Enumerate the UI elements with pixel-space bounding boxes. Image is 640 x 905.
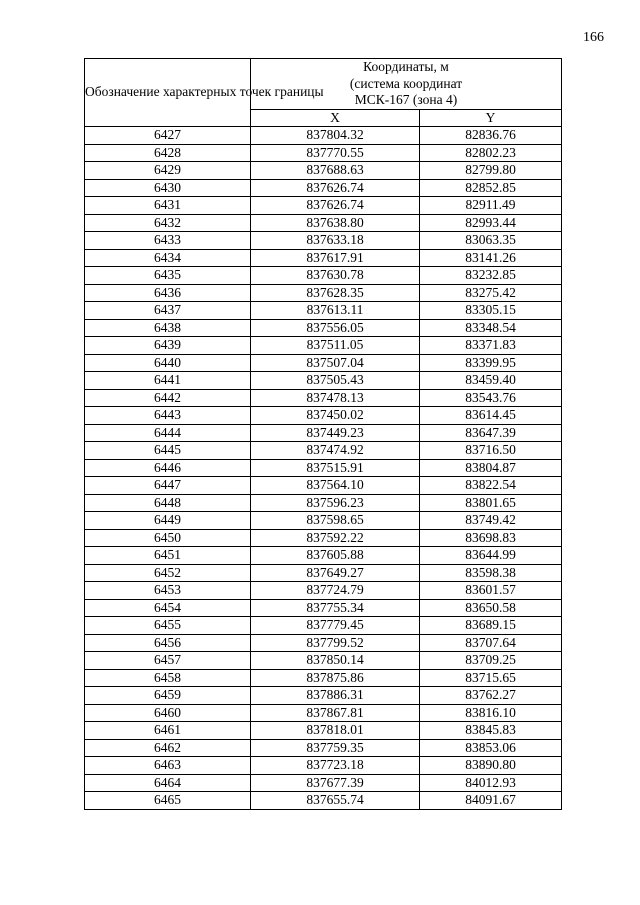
point-id-cell: 6465 (85, 792, 251, 810)
table-row (85, 372, 562, 390)
point-id-cell: 6447 (85, 477, 251, 495)
y-coordinate-cell: 83715.65 (420, 669, 562, 687)
y-coordinate-cell: 83232.85 (420, 267, 562, 285)
coordinates-header-line-1: Координаты, м (363, 59, 449, 74)
table-row (85, 424, 562, 442)
x-coordinate-cell: 837770.55 (251, 144, 420, 162)
point-column-header: Обозначение характерных точек границы (85, 59, 251, 127)
point-id-cell: 6433 (85, 232, 251, 250)
point-id-cell: 6463 (85, 757, 251, 775)
point-id-cell: 6442 (85, 389, 251, 407)
table-row (85, 127, 562, 145)
y-coordinate-cell: 83804.87 (420, 459, 562, 477)
table-row (85, 144, 562, 162)
point-id-cell: 6450 (85, 529, 251, 547)
x-coordinate-cell: 837818.01 (251, 722, 420, 740)
table-row (85, 319, 562, 337)
point-id-cell: 6460 (85, 704, 251, 722)
table-row (85, 442, 562, 460)
y-coordinate-cell: 83845.83 (420, 722, 562, 740)
y-coordinate-cell: 83305.15 (420, 302, 562, 320)
point-id-cell: 6431 (85, 197, 251, 215)
point-id-cell: 6452 (85, 564, 251, 582)
table-body (85, 127, 562, 810)
x-coordinate-cell: 837474.92 (251, 442, 420, 460)
point-id-cell: 6443 (85, 407, 251, 425)
table-row (85, 669, 562, 687)
x-coordinate-cell: 837867.81 (251, 704, 420, 722)
point-id-cell: 6459 (85, 687, 251, 705)
page-number: 166 (583, 30, 604, 45)
y-coordinate-cell: 83371.83 (420, 337, 562, 355)
x-coordinate-cell: 837598.65 (251, 512, 420, 530)
x-coordinate-cell: 837779.45 (251, 617, 420, 635)
x-coordinate-cell: 837875.86 (251, 669, 420, 687)
y-coordinate-cell: 83063.35 (420, 232, 562, 250)
y-coordinate-cell: 82802.23 (420, 144, 562, 162)
y-coordinate-cell: 82799.80 (420, 162, 562, 180)
x-coordinate-cell: 837638.80 (251, 214, 420, 232)
table-row (85, 722, 562, 740)
table-row (85, 249, 562, 267)
table-row (85, 162, 562, 180)
table-row (85, 687, 562, 705)
x-coordinate-cell: 837556.05 (251, 319, 420, 337)
y-coordinate-cell: 83348.54 (420, 319, 562, 337)
x-coordinate-cell: 837755.34 (251, 599, 420, 617)
point-id-cell: 6454 (85, 599, 251, 617)
x-coordinate-cell: 837613.11 (251, 302, 420, 320)
x-coordinate-cell: 837478.13 (251, 389, 420, 407)
x-coordinate-cell: 837799.52 (251, 634, 420, 652)
x-coordinate-cell: 837886.31 (251, 687, 420, 705)
y-coordinate-cell: 83644.99 (420, 547, 562, 565)
point-id-cell: 6458 (85, 669, 251, 687)
y-coordinate-cell: 83614.45 (420, 407, 562, 425)
point-id-cell: 6436 (85, 284, 251, 302)
point-id-cell: 6441 (85, 372, 251, 390)
x-coordinate-cell: 837605.88 (251, 547, 420, 565)
y-coordinate-cell: 83890.80 (420, 757, 562, 775)
table-row (85, 284, 562, 302)
y-coordinate-cell: 83399.95 (420, 354, 562, 372)
point-id-cell: 6440 (85, 354, 251, 372)
y-coordinate-cell: 83650.58 (420, 599, 562, 617)
y-coordinate-cell: 83816.10 (420, 704, 562, 722)
y-coordinate-cell: 83598.38 (420, 564, 562, 582)
table-header (85, 59, 562, 127)
y-column-header: Y (420, 109, 562, 127)
table-row (85, 302, 562, 320)
table-row (85, 389, 562, 407)
x-coordinate-cell: 837511.05 (251, 337, 420, 355)
y-coordinate-cell: 83275.42 (420, 284, 562, 302)
x-coordinate-cell: 837677.39 (251, 774, 420, 792)
x-coordinate-cell: 837564.10 (251, 477, 420, 495)
point-id-cell: 6432 (85, 214, 251, 232)
x-coordinate-cell: 837507.04 (251, 354, 420, 372)
table-row (85, 739, 562, 757)
x-coordinate-cell: 837655.74 (251, 792, 420, 810)
coordinates-header-line-3: МСК-167 (зона 4) (354, 92, 458, 107)
point-id-cell: 6427 (85, 127, 251, 145)
point-id-cell: 6446 (85, 459, 251, 477)
point-id-cell: 6430 (85, 179, 251, 197)
x-coordinate-cell: 837724.79 (251, 582, 420, 600)
x-coordinate-cell: 837630.78 (251, 267, 420, 285)
table-row (85, 214, 562, 232)
y-coordinate-cell: 83698.83 (420, 529, 562, 547)
y-coordinate-cell: 83141.26 (420, 249, 562, 267)
table-row (85, 494, 562, 512)
point-id-cell: 6462 (85, 739, 251, 757)
y-coordinate-cell: 83762.27 (420, 687, 562, 705)
table-row (85, 757, 562, 775)
x-coordinate-cell: 837596.23 (251, 494, 420, 512)
table-row (85, 459, 562, 477)
table-row (85, 179, 562, 197)
table-row (85, 704, 562, 722)
y-coordinate-cell: 82993.44 (420, 214, 562, 232)
y-coordinate-cell: 83853.06 (420, 739, 562, 757)
table-row (85, 267, 562, 285)
x-coordinate-cell: 837759.35 (251, 739, 420, 757)
y-coordinate-cell: 83716.50 (420, 442, 562, 460)
point-id-cell: 6453 (85, 582, 251, 600)
point-id-cell: 6461 (85, 722, 251, 740)
x-coordinate-cell: 837450.02 (251, 407, 420, 425)
table-row (85, 337, 562, 355)
table-row (85, 652, 562, 670)
y-coordinate-cell: 83647.39 (420, 424, 562, 442)
y-coordinate-cell: 83801.65 (420, 494, 562, 512)
table-row (85, 529, 562, 547)
point-id-cell: 6448 (85, 494, 251, 512)
point-id-cell: 6444 (85, 424, 251, 442)
table-row (85, 634, 562, 652)
table-row (85, 354, 562, 372)
coordinates-table (84, 58, 562, 810)
table-row (85, 792, 562, 810)
x-coordinate-cell: 837688.63 (251, 162, 420, 180)
y-coordinate-cell: 83822.54 (420, 477, 562, 495)
point-id-cell: 6434 (85, 249, 251, 267)
y-coordinate-cell: 82911.49 (420, 197, 562, 215)
point-id-cell: 6456 (85, 634, 251, 652)
x-coordinate-cell: 837617.91 (251, 249, 420, 267)
table-row (85, 232, 562, 250)
y-coordinate-cell: 82836.76 (420, 127, 562, 145)
point-id-cell: 6457 (85, 652, 251, 670)
point-id-cell: 6435 (85, 267, 251, 285)
x-coordinate-cell: 837626.74 (251, 179, 420, 197)
table-row (85, 617, 562, 635)
point-id-cell: 6439 (85, 337, 251, 355)
point-id-cell: 6445 (85, 442, 251, 460)
point-id-cell: 6428 (85, 144, 251, 162)
y-coordinate-cell: 83709.25 (420, 652, 562, 670)
table-row (85, 582, 562, 600)
y-coordinate-cell: 83707.64 (420, 634, 562, 652)
x-coordinate-cell: 837505.43 (251, 372, 420, 390)
table-row (85, 564, 562, 582)
x-coordinate-cell: 837850.14 (251, 652, 420, 670)
x-coordinate-cell: 837723.18 (251, 757, 420, 775)
y-coordinate-cell: 84091.67 (420, 792, 562, 810)
y-coordinate-cell: 84012.93 (420, 774, 562, 792)
y-coordinate-cell: 83689.15 (420, 617, 562, 635)
table-row (85, 197, 562, 215)
table-row (85, 547, 562, 565)
x-column-header: X (251, 109, 420, 127)
x-coordinate-cell: 837515.91 (251, 459, 420, 477)
y-coordinate-cell: 83543.76 (420, 389, 562, 407)
point-id-cell: 6464 (85, 774, 251, 792)
x-coordinate-cell: 837449.23 (251, 424, 420, 442)
y-coordinate-cell: 83749.42 (420, 512, 562, 530)
y-coordinate-cell: 83459.40 (420, 372, 562, 390)
point-id-cell: 6451 (85, 547, 251, 565)
x-coordinate-cell: 837649.27 (251, 564, 420, 582)
x-coordinate-cell: 837633.18 (251, 232, 420, 250)
x-coordinate-cell: 837626.74 (251, 197, 420, 215)
table-row (85, 774, 562, 792)
point-id-cell: 6429 (85, 162, 251, 180)
coordinates-header-line-2: (система координат (349, 75, 463, 91)
x-coordinate-cell: 837804.32 (251, 127, 420, 145)
point-id-cell: 6437 (85, 302, 251, 320)
table-row (85, 599, 562, 617)
y-coordinate-cell: 82852.85 (420, 179, 562, 197)
table-row (85, 512, 562, 530)
table-row (85, 477, 562, 495)
point-id-cell: 6449 (85, 512, 251, 530)
y-coordinate-cell: 83601.57 (420, 582, 562, 600)
x-coordinate-cell: 837592.22 (251, 529, 420, 547)
point-id-cell: 6455 (85, 617, 251, 635)
table-row (85, 407, 562, 425)
x-coordinate-cell: 837628.35 (251, 284, 420, 302)
point-id-cell: 6438 (85, 319, 251, 337)
